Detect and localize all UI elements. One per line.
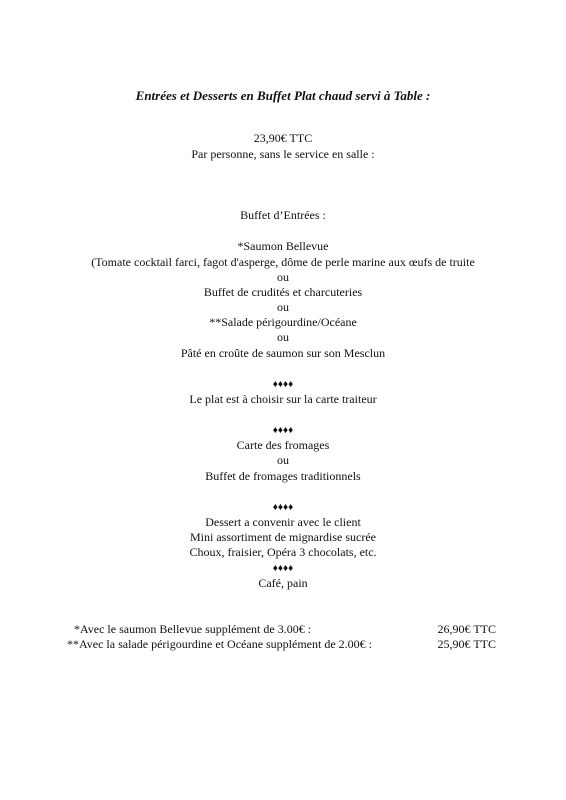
- supplement-saumon-label: *Avec le saumon Bellevue supplément de 3.00€ :: [74, 622, 312, 636]
- buffet-or-1: ou: [277, 270, 289, 284]
- supplement-saumon-price: 26,90€ TTC: [437, 622, 496, 636]
- buffet-item-salade: **Salade périgourdine/Océane: [209, 315, 357, 329]
- separator-4: ♦♦♦♦: [272, 563, 294, 574]
- buffet-item-saumon: *Saumon Bellevue: [237, 239, 329, 253]
- buffet-heading: Buffet d’Entrées :: [240, 208, 326, 222]
- fromages-buffet: Buffet de fromages traditionnels: [205, 469, 361, 483]
- fromages-carte: Carte des fromages: [236, 438, 330, 452]
- price-note: Par personne, sans le service en salle :: [191, 147, 375, 161]
- buffet-or-3: ou: [277, 330, 289, 344]
- separator-1: ♦♦♦♦: [272, 379, 294, 390]
- menu-title: Entrées et Desserts en Buffet Plat chaud servi à Table :: [135, 88, 431, 103]
- buffet-item-pate: Pâté en croûte de saumon sur son Mesclun: [180, 346, 386, 360]
- fromages-or: ou: [277, 453, 289, 467]
- supplement-salade-label: **Avec la salade périgourdine et Océane supplément de 2.00€ :: [67, 637, 372, 651]
- supplement-salade-price: 25,90€ TTC: [437, 637, 496, 651]
- dessert-line-2: Mini assortiment de mignardise sucrée: [190, 530, 376, 544]
- price-amount: 23,90€ TTC: [253, 131, 313, 145]
- buffet-item-crudites: Buffet de crudités et charcuteries: [203, 285, 363, 299]
- dessert-line-1: Dessert a convenir avec le client: [205, 515, 361, 529]
- separator-3: ♦♦♦♦: [272, 502, 294, 513]
- separator-2: ♦♦♦♦: [272, 425, 294, 436]
- buffet-or-2: ou: [277, 300, 289, 314]
- plat-note: Le plat est à choisir sur la carte traiteur: [189, 392, 377, 406]
- dessert-line-3: Choux, fraisier, Opéra 3 chocolats, etc.: [189, 545, 377, 559]
- cafe-line: Café, pain: [258, 576, 308, 590]
- buffet-item-saumon-detail: (Tomate cocktail farci, fagot d'asperge, dôme de perle marine aux œufs de truite: [91, 255, 475, 269]
